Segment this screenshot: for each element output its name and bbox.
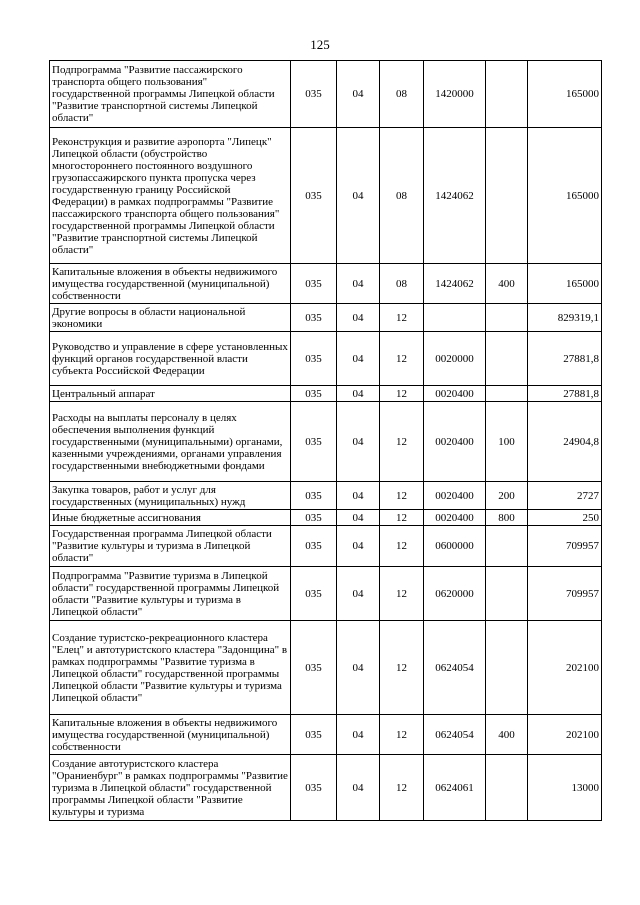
ministry-code: 035 [291, 510, 337, 526]
ministry-code: 035 [291, 567, 337, 621]
expense-type-code: 400 [486, 715, 528, 755]
section-code: 04 [337, 402, 380, 482]
ministry-code: 035 [291, 482, 337, 510]
ministry-code: 035 [291, 402, 337, 482]
amount: 165000 [528, 264, 602, 304]
target-article-code: 0624054 [424, 621, 486, 715]
budget-table-body [50, 61, 602, 821]
row-name: Капитальные вложения в объекты недвижимого имущества государственной (муниципальной) собственности [50, 715, 291, 755]
section-code: 04 [337, 715, 380, 755]
expense-type-code [486, 567, 528, 621]
section-code: 04 [337, 304, 380, 332]
expense-type-code [486, 386, 528, 402]
target-article-code: 0624061 [424, 755, 486, 821]
target-article-code: 1424062 [424, 264, 486, 304]
amount: 13000 [528, 755, 602, 821]
amount: 24904,8 [528, 402, 602, 482]
row-name: Подпрограмма "Развитие пассажирского транспорта общего пользования" государственной программы Липецкой области "Развитие транспортной системы Липецкой области" [50, 61, 291, 128]
section-code: 04 [337, 386, 380, 402]
budget-table [49, 60, 602, 821]
ministry-code: 035 [291, 128, 337, 264]
target-article-code: 0620000 [424, 567, 486, 621]
subsection-code: 12 [380, 304, 424, 332]
amount: 202100 [528, 715, 602, 755]
target-article-code: 0020400 [424, 510, 486, 526]
table-row [50, 526, 602, 567]
section-code: 04 [337, 510, 380, 526]
amount: 165000 [528, 128, 602, 264]
table-row [50, 482, 602, 510]
table-row [50, 755, 602, 821]
target-article-code: 0020400 [424, 402, 486, 482]
table-row [50, 510, 602, 526]
section-code: 04 [337, 567, 380, 621]
table-row [50, 402, 602, 482]
subsection-code: 12 [380, 402, 424, 482]
amount: 250 [528, 510, 602, 526]
expense-type-code [486, 526, 528, 567]
target-article-code: 0020400 [424, 482, 486, 510]
expense-type-code [486, 304, 528, 332]
table-row [50, 621, 602, 715]
table-row [50, 304, 602, 332]
table-row [50, 386, 602, 402]
expense-type-code: 100 [486, 402, 528, 482]
row-name: Центральный аппарат [50, 386, 291, 402]
section-code: 04 [337, 482, 380, 510]
subsection-code: 08 [380, 61, 424, 128]
row-name: Подпрограмма "Развитие туризма в Липецкой области" государственной программы Липецкой области "Развитие культуры и туризма в Липецкой области" [50, 567, 291, 621]
target-article-code: 0624054 [424, 715, 486, 755]
target-article-code: 0020400 [424, 386, 486, 402]
amount: 2727 [528, 482, 602, 510]
target-article-code: 1420000 [424, 61, 486, 128]
page-number: 125 [310, 37, 330, 52]
subsection-code: 12 [380, 526, 424, 567]
expense-type-code [486, 61, 528, 128]
ministry-code: 035 [291, 715, 337, 755]
target-article-code [424, 304, 486, 332]
expense-type-code [486, 332, 528, 386]
row-name: Руководство и управление в сфере установленных функций органов государственной власти субъекта Российской Федерации [50, 332, 291, 386]
table-row [50, 715, 602, 755]
section-code: 04 [337, 332, 380, 386]
subsection-code: 08 [380, 128, 424, 264]
amount: 27881,8 [528, 386, 602, 402]
amount: 709957 [528, 567, 602, 621]
row-name: Иные бюджетные ассигнования [50, 510, 291, 526]
table-row [50, 61, 602, 128]
subsection-code: 12 [380, 386, 424, 402]
amount: 202100 [528, 621, 602, 715]
ministry-code: 035 [291, 264, 337, 304]
expense-type-code [486, 128, 528, 264]
ministry-code: 035 [291, 61, 337, 128]
amount: 165000 [528, 61, 602, 128]
target-article-code: 0020000 [424, 332, 486, 386]
subsection-code: 08 [380, 264, 424, 304]
ministry-code: 035 [291, 755, 337, 821]
row-name: Государственная программа Липецкой области "Развитие культуры и туризма в Липецкой области" [50, 526, 291, 567]
subsection-code: 12 [380, 482, 424, 510]
row-name: Создание туристско-рекреационного кластера "Елец" и автотуристского кластера "Задонщина" в рамках подпрограммы "Развитие туризма в Липецкой области" государственной программы Липецкой области "Развитие культуры и туризма Липецкой области" [50, 621, 291, 715]
expense-type-code: 400 [486, 264, 528, 304]
row-name: Закупка товаров, работ и услуг для государственных (муниципальных) нужд [50, 482, 291, 510]
row-name: Создание автотуристского кластера "Ораниенбург" в рамках подпрограммы "Развитие туризма в Липецкой области" государственной программы Липецкой области "Развитие культуры и туризма [50, 755, 291, 821]
table-row [50, 264, 602, 304]
amount: 709957 [528, 526, 602, 567]
subsection-code: 12 [380, 510, 424, 526]
subsection-code: 12 [380, 567, 424, 621]
subsection-code: 12 [380, 332, 424, 386]
section-code: 04 [337, 264, 380, 304]
expense-type-code: 800 [486, 510, 528, 526]
ministry-code: 035 [291, 621, 337, 715]
ministry-code: 035 [291, 526, 337, 567]
table-row [50, 567, 602, 621]
section-code: 04 [337, 128, 380, 264]
ministry-code: 035 [291, 304, 337, 332]
expense-type-code: 200 [486, 482, 528, 510]
ministry-code: 035 [291, 332, 337, 386]
amount: 829319,1 [528, 304, 602, 332]
target-article-code: 0600000 [424, 526, 486, 567]
section-code: 04 [337, 621, 380, 715]
row-name: Реконструкция и развитие аэропорта "Липецк" Липецкой области (обустройство многостороннего постоянного воздушного грузопассажирского пункта пропуска через государственную границу Российской Федерации) в рамках подпрограммы "Развитие пассажирского транспорта общего пользования" государственной программы Липецкой области "Развитие транспортной системы Липецкой области" [50, 128, 291, 264]
row-name: Расходы на выплаты персоналу в целях обеспечения выполнения функций государственными (муниципальными) органами, казенными учреждениями, органами управления государственными внебюджетными фондами [50, 402, 291, 482]
subsection-code: 12 [380, 715, 424, 755]
section-code: 04 [337, 526, 380, 567]
row-name: Капитальные вложения в объекты недвижимого имущества государственной (муниципальной) собственности [50, 264, 291, 304]
amount: 27881,8 [528, 332, 602, 386]
table-row [50, 128, 602, 264]
subsection-code: 12 [380, 755, 424, 821]
section-code: 04 [337, 755, 380, 821]
expense-type-code [486, 755, 528, 821]
ministry-code: 035 [291, 386, 337, 402]
target-article-code: 1424062 [424, 128, 486, 264]
section-code: 04 [337, 61, 380, 128]
table-row [50, 332, 602, 386]
row-name: Другие вопросы в области национальной экономики [50, 304, 291, 332]
expense-type-code [486, 621, 528, 715]
subsection-code: 12 [380, 621, 424, 715]
